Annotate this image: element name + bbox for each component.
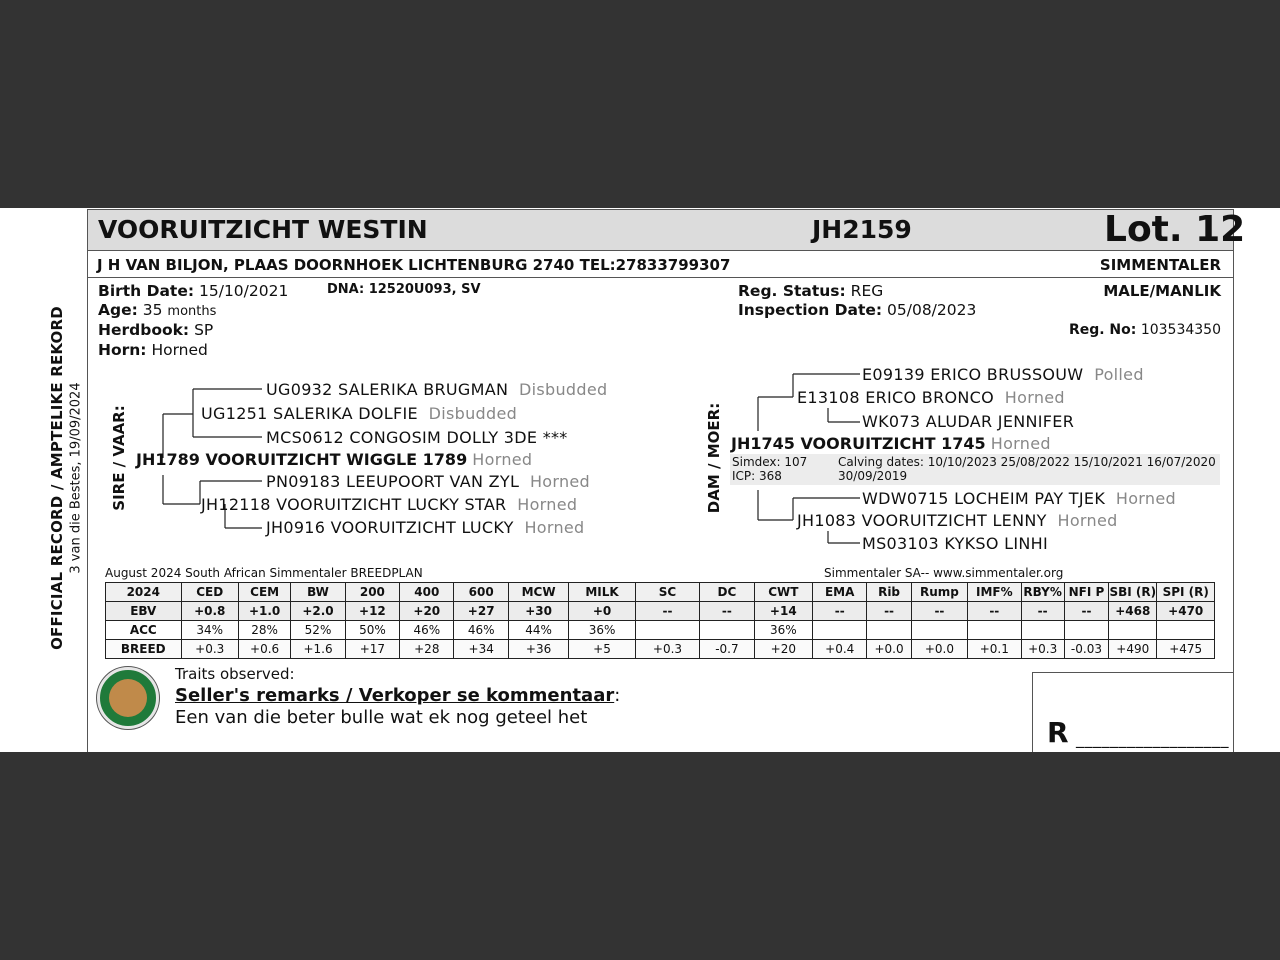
ebv-cell: +14 bbox=[754, 602, 812, 621]
headers-cell: 200 bbox=[345, 583, 399, 602]
sire-sire-dam: MCS0612 CONGOSIM DOLLY 3DE *** bbox=[266, 428, 568, 447]
headers-cell: BW bbox=[291, 583, 345, 602]
dam-sire: E13108 ERICO BRONCO Horned bbox=[797, 388, 1065, 407]
horn-status: Horn: Horned bbox=[98, 341, 208, 359]
headers-cell: IMF% bbox=[968, 583, 1021, 602]
ebv-cell: -- bbox=[911, 602, 967, 621]
acc-cell: ACC bbox=[106, 621, 182, 640]
headers-cell: SBI (R) bbox=[1109, 583, 1157, 602]
acc-cell bbox=[1064, 621, 1108, 640]
acc-cell: 34% bbox=[181, 621, 238, 640]
ebv-header-row bbox=[106, 583, 1215, 602]
breed-cell: -0.7 bbox=[700, 640, 754, 659]
breed-cell: +1.6 bbox=[291, 640, 345, 659]
headers-cell: 2024 bbox=[106, 583, 182, 602]
headers-cell: MILK bbox=[569, 583, 635, 602]
acc-cell: 52% bbox=[291, 621, 345, 640]
sire-dam: JH12118 VOORUITZICHT LUCKY STAR Horned bbox=[201, 495, 578, 514]
breed-cell: +28 bbox=[400, 640, 454, 659]
ebv-cell: EBV bbox=[106, 602, 182, 621]
breed-cell: +0.0 bbox=[911, 640, 967, 659]
ebv-site: Simmentaler SA-- www.simmentaler.org bbox=[824, 566, 1064, 580]
breed-cell: BREED bbox=[106, 640, 182, 659]
dam-label: DAM / MOER: bbox=[705, 402, 723, 514]
acc-cell bbox=[968, 621, 1021, 640]
headers-cell: CED bbox=[181, 583, 238, 602]
headers-cell: 400 bbox=[400, 583, 454, 602]
breed-cell: +0.4 bbox=[813, 640, 867, 659]
acc-cell: 46% bbox=[400, 621, 454, 640]
inspection-date: Inspection Date: 05/08/2023 bbox=[738, 301, 977, 319]
sire-dam-dam: JH0916 VOORUITZICHT LUCKY Horned bbox=[266, 518, 585, 537]
dam-dam-sire: WDW0715 LOCHEIM PAY TJEK Horned bbox=[862, 489, 1176, 508]
acc-cell bbox=[813, 621, 867, 640]
simmentaler-logo bbox=[97, 667, 159, 729]
ebv-cell: -- bbox=[867, 602, 911, 621]
birth-date: Birth Date: 15/10/2021 bbox=[98, 282, 289, 300]
ebv-cell: +12 bbox=[345, 602, 399, 621]
ebv-cell: -- bbox=[1021, 602, 1064, 621]
ebv-cell: -- bbox=[968, 602, 1021, 621]
headers-cell: 600 bbox=[454, 583, 508, 602]
logo-cattle-image bbox=[109, 679, 147, 717]
acc-cell bbox=[867, 621, 911, 640]
headers-cell: SC bbox=[635, 583, 699, 602]
animal-name: VOORUITZICHT WESTIN bbox=[98, 215, 428, 244]
breed-cell: +17 bbox=[345, 640, 399, 659]
remarks-heading: Seller's remarks / Verkoper se kommentaar: bbox=[175, 685, 621, 706]
breed-name: SIMMENTALER bbox=[1099, 256, 1221, 274]
breed-cell: +20 bbox=[754, 640, 812, 659]
dam-dam-dam: MS03103 KYKSO LINHI bbox=[862, 534, 1049, 553]
sire-dam-sire: PN09183 LEEUPOORT VAN ZYL Horned bbox=[266, 472, 591, 491]
acc-cell: 36% bbox=[569, 621, 635, 640]
headers-cell: SPI (R) bbox=[1157, 583, 1215, 602]
breed-cell: +0.1 bbox=[968, 640, 1021, 659]
ebv-cell: +2.0 bbox=[291, 602, 345, 621]
ebv-cell: +30 bbox=[508, 602, 568, 621]
simdex: Simdex: 107 bbox=[732, 455, 808, 469]
sire-name: JH1789 VOORUITZICHT WIGGLE 1789 Horned bbox=[136, 450, 533, 469]
headers-cell: Rump bbox=[911, 583, 967, 602]
headers-cell: Rib bbox=[867, 583, 911, 602]
ebv-cell: -- bbox=[700, 602, 754, 621]
breed-cell: +34 bbox=[454, 640, 508, 659]
ebv-cell: +0.8 bbox=[181, 602, 238, 621]
sale-date-label: 3 van die Bestes, 19/09/2024 bbox=[68, 382, 84, 574]
acc-cell: 28% bbox=[238, 621, 290, 640]
dam-sire-sire: E09139 ERICO BRUSSOUW Polled bbox=[862, 365, 1144, 384]
headers-cell: CWT bbox=[754, 583, 812, 602]
acc-cell bbox=[911, 621, 967, 640]
animal-id: JH2159 bbox=[812, 215, 912, 244]
ebv-acc-row bbox=[106, 621, 1215, 640]
official-record-label: OFFICIAL RECORD / AMPTELIKE REKORD bbox=[48, 306, 66, 650]
ebv-cell: +27 bbox=[454, 602, 508, 621]
age: Age: 35 months bbox=[98, 301, 217, 319]
ebv-table bbox=[105, 582, 1215, 659]
acc-cell bbox=[1157, 621, 1215, 640]
dam-dam: JH1083 VOORUITZICHT LENNY Horned bbox=[797, 511, 1118, 530]
ebv-cell: +470 bbox=[1157, 602, 1215, 621]
dna-info: DNA: 12520U093, SV bbox=[327, 282, 481, 297]
breed-cell: +0.3 bbox=[1021, 640, 1064, 659]
breed-cell: +0.6 bbox=[238, 640, 290, 659]
sex-label: MALE/MANLIK bbox=[1103, 282, 1221, 300]
sire-sire-sire: UG0932 SALERIKA BRUGMAN Disbudded bbox=[266, 380, 608, 399]
breed-cell: -0.03 bbox=[1064, 640, 1108, 659]
calving-dates-2: 30/09/2019 bbox=[838, 469, 908, 483]
price-symbol: R bbox=[1047, 716, 1069, 749]
headers-cell: EMA bbox=[813, 583, 867, 602]
acc-cell: 50% bbox=[345, 621, 399, 640]
acc-cell: 44% bbox=[508, 621, 568, 640]
ebv-breed-row bbox=[106, 640, 1215, 659]
ebv-cell: -- bbox=[813, 602, 867, 621]
dam-name: JH1745 VOORUITZICHT 1745 Horned bbox=[731, 434, 1051, 453]
acc-cell bbox=[1021, 621, 1064, 640]
breed-cell: +0.0 bbox=[867, 640, 911, 659]
icp: ICP: 368 bbox=[732, 469, 782, 483]
sire-sire: UG1251 SALERIKA DOLFIE Disbudded bbox=[201, 404, 518, 423]
traits-observed: Traits observed: bbox=[175, 665, 295, 683]
sire-label: SIRE / VAAR: bbox=[110, 405, 128, 511]
ebv-cell: +1.0 bbox=[238, 602, 290, 621]
reg-status: Reg. Status: REG bbox=[738, 282, 884, 300]
ebv-cell: -- bbox=[1064, 602, 1108, 621]
headers-cell: MCW bbox=[508, 583, 568, 602]
price-line: __________________ bbox=[1076, 729, 1229, 748]
acc-cell: 36% bbox=[754, 621, 812, 640]
breed-cell: +475 bbox=[1157, 640, 1215, 659]
ebv-cell: -- bbox=[635, 602, 699, 621]
remarks-text: Een van die beter bulle wat ek nog geteel het bbox=[175, 707, 588, 728]
calving-dates: Calving dates: 10/10/2023 25/08/2022 15/10/2021 16/07/2020 bbox=[838, 455, 1216, 469]
ebv-cell: +468 bbox=[1109, 602, 1157, 621]
acc-cell bbox=[700, 621, 754, 640]
breed-cell: +0.3 bbox=[635, 640, 699, 659]
headers-cell: RBY% bbox=[1021, 583, 1064, 602]
breed-cell: +5 bbox=[569, 640, 635, 659]
reg-number: Reg. No: 103534350 bbox=[1068, 322, 1221, 338]
herdbook: Herdbook: SP bbox=[98, 321, 214, 339]
breed-cell: +490 bbox=[1109, 640, 1157, 659]
breed-cell: +36 bbox=[508, 640, 568, 659]
headers-cell: CEM bbox=[238, 583, 290, 602]
ebv-source: August 2024 South African Simmentaler BREEDPLAN bbox=[105, 566, 423, 580]
headers-cell: NFI P bbox=[1064, 583, 1108, 602]
acc-cell bbox=[635, 621, 699, 640]
acc-cell: 46% bbox=[454, 621, 508, 640]
ebv-values-row bbox=[106, 602, 1215, 621]
lot-number: Lot. 12 bbox=[1104, 209, 1246, 250]
dam-sire-dam: WK073 ALUDAR JENNIFER bbox=[862, 412, 1075, 431]
owner-info: J H VAN BILJON, PLAAS DOORNHOEK LICHTENBURG 2740 TEL:27833799307 bbox=[97, 256, 731, 274]
ebv-cell: +20 bbox=[400, 602, 454, 621]
breed-cell: +0.3 bbox=[181, 640, 238, 659]
ebv-cell: +0 bbox=[569, 602, 635, 621]
headers-cell: DC bbox=[700, 583, 754, 602]
acc-cell bbox=[1109, 621, 1157, 640]
